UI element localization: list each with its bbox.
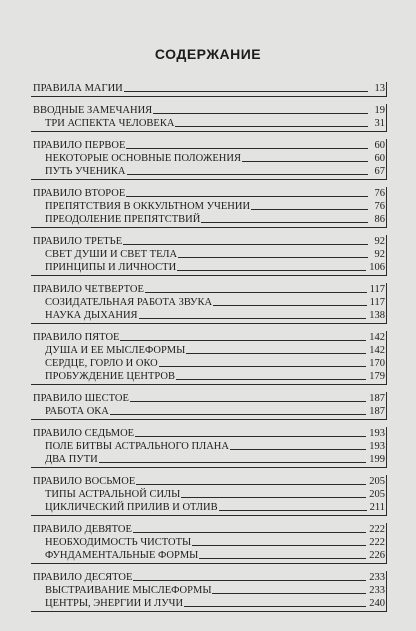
leader-line — [159, 366, 366, 367]
subchapter-entry-title: ТИПЫ АСТРАЛЬНОЙ СИЛЫ — [45, 489, 181, 500]
leader-line — [139, 318, 367, 319]
page-number: 76 — [374, 188, 385, 199]
page-number: 142 — [369, 332, 385, 343]
chapter-heading — [33, 104, 385, 117]
subchapter-entry — [33, 370, 385, 383]
subchapter-entry — [33, 200, 385, 213]
chapter-heading — [33, 571, 385, 584]
leader-line — [251, 209, 368, 210]
page-number: 193 — [369, 441, 385, 452]
chapter-heading — [33, 82, 385, 95]
page-number: 226 — [369, 550, 385, 561]
page-number: 205 — [369, 489, 385, 500]
subchapter-entry — [33, 344, 385, 357]
page-number: 205 — [369, 476, 385, 487]
leader-line — [99, 462, 367, 463]
subchapter-entry — [33, 501, 385, 514]
page-number: 86 — [374, 214, 385, 225]
leader-line — [153, 113, 368, 114]
leader-line — [126, 148, 368, 149]
leader-line — [230, 449, 366, 450]
subchapter-entry — [33, 152, 385, 165]
subchapter-entry-title: РАБОТА ОКА — [45, 406, 109, 417]
subchapter-entry-title: ТРИ АСПЕКТА ЧЕЛОВЕКА — [45, 118, 175, 129]
subchapter-entry-title: СВЕТ ДУШИ И СВЕТ ТЕЛА — [45, 249, 178, 260]
subchapter-entry — [33, 309, 385, 322]
chapter-heading-title: ПРАВИЛО ВТОРОЕ — [33, 188, 126, 199]
leader-line — [127, 174, 368, 175]
page-number: 187 — [369, 406, 385, 417]
page-number: 92 — [374, 236, 385, 247]
subchapter-entry — [33, 117, 385, 130]
toc-section — [33, 427, 385, 466]
subchapter-entry-title: НЕОБХОДИМОСТЬ ЧИСТОТЫ — [45, 537, 192, 548]
page-number: 67 — [374, 166, 385, 177]
toc-section — [33, 104, 385, 130]
subchapter-entry — [33, 261, 385, 274]
subchapter-entry-title: ПРОБУЖДЕНИЕ ЦЕНТРОВ — [45, 371, 175, 382]
chapter-heading-title: ПРАВИЛО СЕДЬМОЕ — [33, 428, 135, 439]
toc-section — [33, 392, 385, 418]
leader-line — [219, 510, 367, 511]
toc-section — [33, 283, 385, 322]
leader-line — [123, 244, 368, 245]
page-number: 187 — [369, 393, 385, 404]
leader-line — [213, 305, 367, 306]
subchapter-entry — [33, 248, 385, 261]
subchapter-entry — [33, 536, 385, 549]
toc-section — [33, 523, 385, 562]
subchapter-entry-title: ПРЕОДОЛЕНИЕ ПРЕПЯТСТВИЙ — [45, 214, 201, 225]
chapter-heading — [33, 283, 385, 296]
page-number: 211 — [369, 502, 385, 513]
chapter-heading-title: ПРАВИЛА МАГИИ — [33, 83, 123, 94]
chapter-heading-title: ПРАВИЛО ШЕСТОЕ — [33, 393, 129, 404]
leader-line — [136, 484, 366, 485]
page-number: 240 — [369, 598, 385, 609]
chapter-heading — [33, 235, 385, 248]
subchapter-entry — [33, 488, 385, 501]
chapter-heading-title: ПРАВИЛО ВОСЬМОЕ — [33, 476, 136, 487]
page-number: 199 — [369, 454, 385, 465]
toc-section — [33, 82, 385, 95]
page-number: 193 — [369, 428, 385, 439]
page-number: 60 — [374, 140, 385, 151]
subchapter-entry-title: ПОЛЕ БИТВЫ АСТРАЛЬНОГО ПЛАНА — [45, 441, 229, 452]
subchapter-entry — [33, 213, 385, 226]
page-number: 222 — [369, 524, 385, 535]
toc-section — [33, 139, 385, 178]
leader-line — [145, 292, 367, 293]
leader-line — [175, 126, 368, 127]
subchapter-entry — [33, 584, 385, 597]
subchapter-entry-title: СЕРДЦЕ, ГОРЛО И ОКО — [45, 358, 158, 369]
leader-line — [176, 379, 366, 380]
page-number: 76 — [374, 201, 385, 212]
leader-line — [199, 558, 366, 559]
leader-line — [120, 340, 366, 341]
subchapter-entry-title: ПРЕПЯТСТВИЯ В ОККУЛЬТНОМ УЧЕНИИ — [45, 201, 251, 212]
toc-section — [33, 331, 385, 383]
page-number: 233 — [369, 585, 385, 596]
page-number: 138 — [369, 310, 385, 321]
chapter-heading — [33, 392, 385, 405]
chapter-heading-title: ПРАВИЛО ДЕСЯТОЕ — [33, 572, 133, 583]
subchapter-entry-title: ДВА ПУТИ — [45, 454, 98, 465]
subchapter-entry — [33, 440, 385, 453]
leader-line — [186, 353, 366, 354]
leader-line — [133, 580, 366, 581]
subchapter-entry-title: ПУТЬ УЧЕНИКА — [45, 166, 126, 177]
chapter-heading — [33, 139, 385, 152]
page-number: 106 — [369, 262, 385, 273]
leader-line — [178, 257, 368, 258]
leader-line — [181, 497, 366, 498]
toc-section — [33, 475, 385, 514]
chapter-heading-title: ПРАВИЛО ТРЕТЬЕ — [33, 236, 123, 247]
subchapter-entry — [33, 405, 385, 418]
subchapter-entry-title: ДУША И ЕЕ МЫСЛЕФОРМЫ — [45, 345, 186, 356]
leader-line — [184, 606, 366, 607]
chapter-heading — [33, 331, 385, 344]
subchapter-entry-title: ЦЕНТРЫ, ЭНЕРГИИ И ЛУЧИ — [45, 598, 184, 609]
leader-line — [242, 161, 368, 162]
leader-line — [212, 593, 366, 594]
page-number: 222 — [369, 537, 385, 548]
leader-line — [201, 222, 368, 223]
leader-line — [124, 91, 368, 92]
page-number: 117 — [369, 284, 385, 295]
chapter-heading-title: ПРАВИЛО ПЕРВОЕ — [33, 140, 126, 151]
page-number: 117 — [369, 297, 385, 308]
chapter-heading-title: ПРАВИЛО ДЕВЯТОЕ — [33, 524, 132, 535]
subchapter-entry — [33, 597, 385, 610]
leader-line — [130, 401, 366, 402]
subchapter-entry-title: ПРИНЦИПЫ И ЛИЧНОСТИ — [45, 262, 177, 273]
page-number: 31 — [374, 118, 385, 129]
leader-line — [135, 436, 366, 437]
chapter-heading-title: ВВОДНЫЕ ЗАМЕЧАНИЯ — [33, 105, 153, 116]
leader-line — [192, 545, 366, 546]
leader-line — [110, 414, 366, 415]
leader-line — [126, 196, 368, 197]
table-of-contents — [33, 82, 385, 619]
subchapter-entry-title: НЕКОТОРЫЕ ОСНОВНЫЕ ПОЛОЖЕНИЯ — [45, 153, 241, 164]
subchapter-entry-title: ЦИКЛИЧЕСКИЙ ПРИЛИВ И ОТЛИВ — [45, 502, 218, 513]
subchapter-entry — [33, 453, 385, 466]
toc-section — [33, 571, 385, 610]
chapter-heading — [33, 523, 385, 536]
subchapter-entry-title: ФУНДАМЕНТАЛЬНЫЕ ФОРМЫ — [45, 550, 199, 561]
chapter-heading-title: ПРАВИЛО ЧЕТВЕРТОЕ — [33, 284, 144, 295]
page-number: 233 — [369, 572, 385, 583]
leader-line — [133, 532, 366, 533]
toc-section — [33, 235, 385, 274]
chapter-heading — [33, 187, 385, 200]
subchapter-entry-title: ВЫСТРАИВАНИЕ МЫСЛЕФОРМЫ — [45, 585, 212, 596]
page-number: 60 — [374, 153, 385, 164]
chapter-heading — [33, 475, 385, 488]
page-title: СОДЕРЖАНИЕ — [154, 46, 262, 62]
subchapter-entry-title: СОЗИДАТЕЛЬНАЯ РАБОТА ЗВУКА — [45, 297, 213, 308]
subchapter-entry — [33, 165, 385, 178]
page-number: 92 — [374, 249, 385, 260]
page-number: 19 — [374, 105, 385, 116]
subchapter-entry — [33, 549, 385, 562]
toc-section — [33, 187, 385, 226]
chapter-heading-title: ПРАВИЛО ПЯТОЕ — [33, 332, 120, 343]
chapter-heading — [33, 427, 385, 440]
subchapter-entry — [33, 357, 385, 370]
subchapter-entry — [33, 296, 385, 309]
page-number: 13 — [374, 83, 385, 94]
subchapter-entry-title: НАУКА ДЫХАНИЯ — [45, 310, 138, 321]
page-number: 142 — [369, 345, 385, 356]
page-number: 170 — [369, 358, 385, 369]
leader-line — [177, 270, 366, 271]
page-number: 179 — [369, 371, 385, 382]
